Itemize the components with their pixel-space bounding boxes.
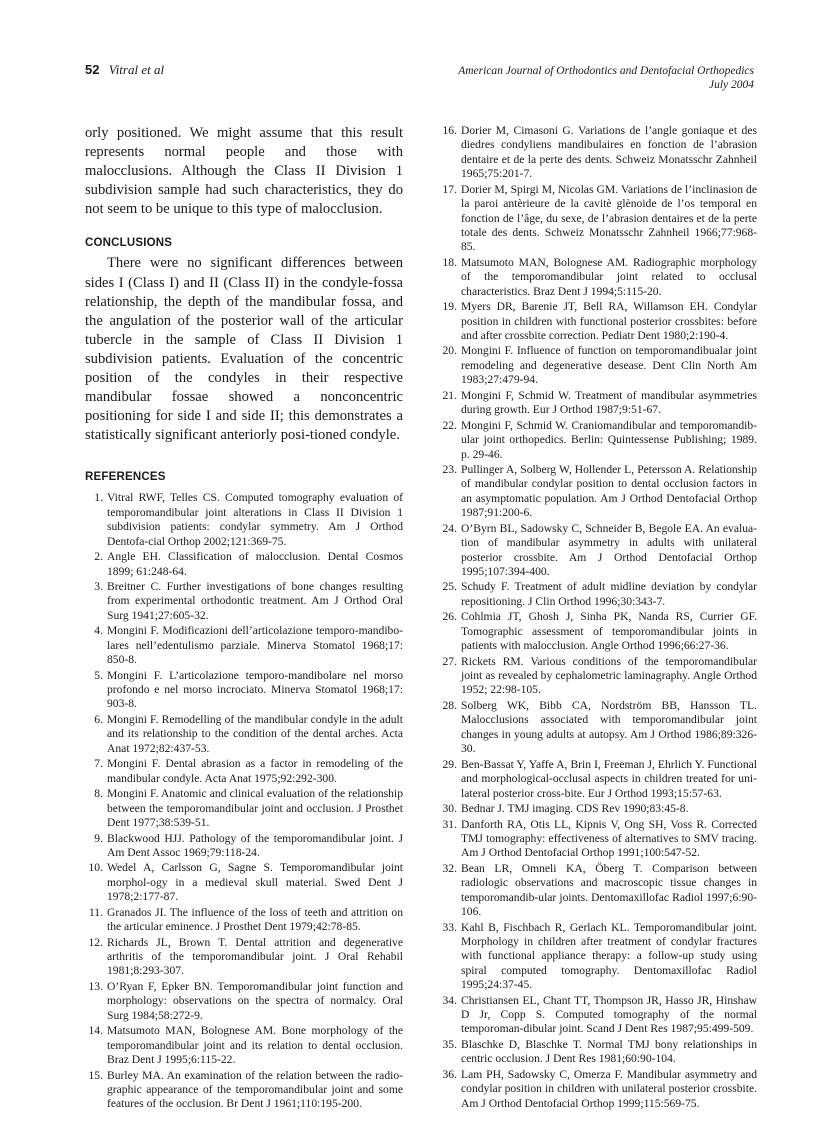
reference-number: 25. (442, 580, 457, 594)
reference-item (85, 580, 403, 623)
reference-text: Cohlmia JT, Ghosh J, Sinha PK, Nanda RS, Currier GF. Tomographic assessment of temporomandibular joints in patients with malocclusion. Angle Orthod 1996;66:27-36. (461, 610, 757, 653)
reference-item (85, 787, 403, 830)
intro-paragraph: orly positioned. We might assume that this result represents normal people and those with malocclusions. Although the Class II Division 1 subdivision sample had such characteristics, they do not seem to be unique to this type of malocclusion. (85, 125, 403, 218)
reference-number: 6. (94, 712, 103, 726)
reference-item (85, 713, 403, 756)
issue-date: July 2004 (708, 79, 754, 91)
conclusions-paragraph: There were no significant differences between sides I (Class I) and II (Class II) in the condyle-fossa relationship, the depth of the mandibular fossa, and the angulation of the posterior wall of the articular tubercle in the sample of Class II Division 1 subdivision patients. Evaluation of the concentric position of the condyles in their respective mandibular fossae showed a nonconcentric positioning for side I and side II; this demonstrates a statistically significant anteriorly posi-tioned condyle. (85, 255, 403, 444)
reference-number: 8. (94, 787, 103, 801)
reference-item (439, 344, 757, 387)
running-header-left (85, 62, 164, 78)
reference-text: Mongini F. Influence of function on temporomandibualar joint remodeling and degenerative desease. Dent Clin North Am 1983;27:479-94. (461, 344, 757, 387)
reference-item (85, 757, 403, 786)
reference-item (439, 256, 757, 299)
reference-number: 9. (94, 831, 103, 845)
reference-item (439, 522, 757, 580)
reference-text: Mongini F. Dental abrasion as a factor in remodeling of the mandibular condyle. Acta Anat 1975;92:292-300. (107, 757, 403, 785)
reference-number: 20. (442, 344, 457, 358)
reference-item (85, 1069, 403, 1112)
reference-number: 17. (442, 182, 457, 196)
reference-number: 33. (442, 920, 457, 934)
journal-name: American Journal of Orthodontics and Dentofacial Orthopedics (458, 65, 754, 77)
reference-number: 28. (442, 698, 457, 712)
reference-item (439, 758, 757, 801)
reference-text: Dorier M, Cimasoni G. Variations de l’angle goniaque et des diedres condyliens mandibulaires en fonction de l’abrasion dentaire et de la perte des dents. Schweiz Monatsschr Zahnheil 1965;75:201-7. (461, 124, 757, 181)
reference-number: 30. (442, 802, 457, 815)
reference-number: 5. (94, 668, 103, 682)
reference-text: Ben-Bassat Y, Yaffe A, Brin I, Freeman J, Ehrlich Y. Functional and morphological-occlusal aspects in children treated for uni-lateral posterior cross-bite. Eur J Orthod 1993;15:57-63. (461, 757, 757, 800)
reference-item (85, 980, 403, 1023)
reference-number: 21. (442, 388, 457, 402)
reference-item (439, 994, 757, 1037)
running-header-right (458, 64, 754, 92)
reference-text: Angle EH. Classification of malocclusion. Dental Cosmos 1899; 61:248-64. (107, 550, 403, 578)
page-number: 52 (85, 62, 100, 77)
right-column (439, 124, 757, 1112)
reference-text: Blackwood HJJ. Pathology of the temporomandibular joint. J Am Dent Assoc 1969;79:118-24. (107, 831, 403, 859)
reference-text: Danforth RA, Otis LL, Kipnis V, Ong SH, Voss R. Corrected TMJ tomography: effectiveness of alternatives to SMV tracing. Am J Orthod Dentofacial Orthop 1991;100:547-52. (461, 817, 757, 860)
reference-number: 31. (442, 817, 457, 831)
reference-text: Rickets RM. Various conditions of the temporomandibular joint as revealed by cephalometric laminagraphy. Angle Orthod 1952; 22:98-105. (461, 654, 757, 697)
reference-item (439, 655, 757, 698)
reference-item (439, 699, 757, 757)
reference-number: 35. (442, 1037, 457, 1051)
reference-text: Mongini F. Remodelling of the mandibular condyle in the adult and its relationship to the condition of the dental arches. Acta Anat 1972;82:437-53. (107, 712, 403, 755)
reference-text: Schudy F. Treatment of adult midline deviation by condylar repositioning. J Clin Orthod 1996;30:343-7. (461, 580, 757, 608)
reference-item (439, 862, 757, 920)
reference-item (439, 463, 757, 521)
reference-text: Richards JL, Brown T. Dental attrition and degenerative arthritis of the temporomandibular joint. J Oral Rehabil 1981;8:293-307. (107, 935, 403, 978)
reference-number: 36. (442, 1067, 457, 1081)
reference-list-left (85, 491, 403, 1111)
reference-text: Mongini F, Schmid W. Craniomandibular and temporomandib-ular joint orthopedics. Berlin: Quintessense Publishing; 1989. p. 29-46. (461, 418, 757, 461)
reference-item (439, 419, 757, 462)
reference-item (439, 124, 757, 182)
reference-number: 26. (442, 610, 457, 624)
reference-number: 1. (94, 491, 103, 505)
reference-text: Mongini F. Anatomic and clinical evaluation of the relationship between the temporomandibular joint and occlusion. J Prosthet Dent 1977;38:539-51. (107, 787, 403, 829)
reference-text: Burley MA. An examination of the relation between the radio-graphic appearance of the temporomandibular joint and some features of the occlusion. Br Dent J 1961;110:195-200. (107, 1068, 403, 1111)
reference-number: 4. (94, 624, 103, 638)
reference-item (439, 580, 757, 609)
reference-number: 18. (442, 255, 457, 269)
reference-item (85, 832, 403, 861)
reference-number: 23. (442, 463, 457, 476)
reference-text: Vitral RWF, Telles CS. Computed tomography evaluation of temporomandibular joint alterations in Class II Division 1 subdivision patients: condylar symmetry. Am J Orthod Dentofa-cial Orthop 2002;121:369-75. (107, 491, 403, 548)
reference-number: 32. (442, 861, 457, 875)
reference-item (85, 550, 403, 579)
reference-number: 24. (442, 521, 457, 535)
reference-number: 10. (88, 861, 103, 875)
reference-number: 34. (442, 993, 457, 1007)
reference-text: Pullinger A, Solberg W, Hollender L, Petersson A. Relationship of mandibular condylar position to dental occlusion factors in an asymptomatic population. Am J Orthod Dentofacial Orthop 1987;91:200-6. (461, 463, 757, 520)
reference-text: Bednar J. TMJ imaging. CDS Rev 1990;83:45-8. (461, 802, 689, 815)
reference-text: Breitner C. Further investigations of bone changes resulting from experimental orthodontic treatment. Am J Orthod Oral Surg 1941;27:605-32. (107, 580, 403, 622)
running-authors: Vitral et al (108, 62, 165, 77)
reference-item (85, 624, 403, 667)
reference-item (439, 818, 757, 861)
reference-item (85, 1024, 403, 1067)
reference-item (85, 861, 403, 904)
reference-item (439, 610, 757, 653)
reference-number: 2. (94, 550, 103, 564)
reference-number: 7. (94, 757, 103, 771)
reference-item (85, 906, 403, 935)
reference-number: 29. (442, 757, 457, 771)
reference-number: 11. (88, 905, 103, 919)
reference-text: Mongini F. L’articolazione temporo-mandibolare nel morso profondo e nel morso incrociato. Minerva Stomatol 1968;17: 903-8. (107, 668, 403, 711)
reference-text: Granados JI. The influence of the loss of teeth and attrition on the articular eminence. J Prosthet Dent 1979;42:78-85. (107, 905, 403, 934)
reference-item (439, 921, 757, 993)
reference-number: 3. (94, 580, 103, 594)
reference-item (439, 183, 757, 255)
reference-text: Solberg WK, Bibb CA, Nordström BB, Hansson TL. Malocclusions associated with temporomandibular joint changes in young adults at autopsy. Am J Orthod 1986;89:326-30. (461, 698, 757, 756)
reference-number: 15. (88, 1068, 103, 1082)
reference-item (439, 1068, 757, 1111)
reference-text: Blaschke D, Blaschke T. Normal TMJ bony relationships in centric occlusion. J Dent Res 1981;60:90-104. (461, 1037, 757, 1066)
reference-item (85, 491, 403, 549)
reference-text: Myers DR, Barenie JT, Bell RA, Willamson EH. Condylar position in children with functional posterior crossbites: before and after crossbite correction. Pediatr Dent 1980;2:190-4. (461, 300, 757, 342)
reference-item (439, 389, 757, 418)
reference-text: O’Ryan F, Epker BN. Temporomandibular joint function and morphology: observations on the spectra of normalcy. Oral Surg 1984;58:272-9. (107, 979, 403, 1022)
left-column (85, 124, 403, 1113)
reference-text: Mongini F, Schmid W. Treatment of mandibular asymmetries during growth. Eur J Orthod 1987;9:51-67. (461, 388, 757, 417)
conclusions-heading: CONCLUSIONS (85, 237, 173, 250)
reference-list-right (439, 124, 757, 1111)
reference-number: 22. (442, 418, 457, 432)
reference-number: 14. (88, 1024, 103, 1038)
reference-number: 13. (88, 979, 103, 993)
reference-text: O’Byrn BL, Sadowsky C, Schneider B, Begole EA. An evalua-tion of mandibular asymmetry in adults with unilateral posterior crossbite. Am J Orthod Dentofacial Orthop 1995;107:394-400. (461, 521, 757, 578)
reference-text: Bean LR, Omneli KA, Öberg T. Comparison between radiologic observations and macroscopic tissue changes in temporomandib-ular joints. Dentomaxillofac Radiol 1997;6:90-106. (461, 861, 757, 919)
reference-text: Lam PH, Sadowsky C, Omerza F. Mandibular asymmetry and condylar position in children with unilateral posterior crossbite. Am J Orthod Dentofacial Orthop 1999;115:569-75. (461, 1067, 757, 1110)
reference-number: 16. (442, 124, 457, 137)
reference-text: Dorier M, Spirgi M, Nicolas GM. Variations de l’inclinasion de la paroi antèrieure de la cavitè glènoide de l’os temporal en fonction de l’âge, du sexe, de l’abrasion dentaires et de la perte totale des dents. Schweiz Monatsschr Zahnheil 1966;77:968-85. (461, 182, 757, 254)
reference-item (439, 1038, 757, 1067)
reference-text: Mongini F. Modificazioni dell’articolazione temporo-mandibo-lares nell’edentulismo parziale. Minerva Stomatol 1968;17: 850-8. (107, 624, 403, 667)
reference-item (439, 300, 757, 343)
reference-text: Matsumoto MAN, Bolognese AM. Bone morphology of the temporomandibular joint and its relation to dental occlusion. Braz Dent J 1995;6:115-22. (107, 1024, 403, 1067)
reference-number: 27. (442, 654, 457, 668)
reference-number: 12. (88, 935, 103, 949)
reference-text: Wedel A, Carlsson G, Sagne S. Temporomandibular joint morphol-ogy in a medieval skull material. Swed Dent J 1978;2:177-87. (107, 861, 403, 904)
reference-text: Matsumoto MAN, Bolognese AM. Radiographic morphology of the temporomandibular joint related to occlusal characteristics. Braz Dent J 1994;5:115-20. (461, 255, 757, 298)
reference-text: Kahl B, Fischbach R, Gerlach KL. Temporomandibular joint. Morphology in children after treatment of condylar fractures with functional appliance therapy: a follow-up study using spiral computed tomography. Dentomaxillofac Radiol 1995;24:37-45. (461, 920, 757, 992)
reference-item (85, 669, 403, 712)
reference-text: Christiansen EL, Chant TT, Thompson JR, Hasso JR, Hinshaw D Jr, Copp S. Computed tomography of the normal temporoman-dibular joint. Scand J Dent Res 1987;95:499-509. (461, 993, 757, 1036)
reference-item (85, 936, 403, 979)
references-heading: REFERENCES (85, 471, 166, 484)
reference-item (439, 802, 757, 816)
reference-number: 19. (442, 300, 457, 314)
